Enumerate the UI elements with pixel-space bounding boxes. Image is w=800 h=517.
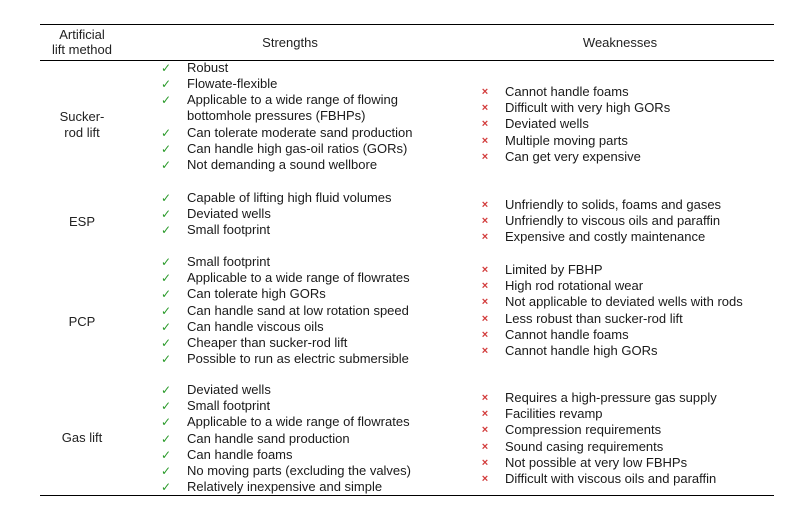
strength-item [159, 382, 459, 398]
strength-text: Can handle viscous oils [187, 318, 324, 334]
strength-item [159, 270, 459, 286]
weakness-item [476, 262, 774, 278]
strength-item [159, 76, 459, 92]
check-mark-icon: ✓ [160, 255, 172, 269]
check-mark-icon: ✓ [160, 352, 172, 367]
weakness-text: Cannot handle foams [505, 326, 629, 342]
check-mark-icon: ✓ [160, 93, 172, 108]
weakness-text: Unfriendly to solids, foams and gases [505, 197, 722, 212]
weakness-text: Deviated wells [505, 116, 589, 132]
method-line1: Gas lift [61, 430, 103, 445]
check-mark-icon: ✓ [160, 207, 172, 222]
weakness-text: Not possible at very low FBHPs [505, 454, 688, 470]
strength-item [159, 141, 459, 157]
strength-item [159, 431, 459, 447]
strength-item [159, 319, 459, 335]
weakness-text: Difficult with viscous oils and paraffin [505, 470, 717, 486]
weakness-item [476, 390, 774, 406]
check-mark-icon: ✓ [160, 415, 172, 430]
strength-text: Can handle sand production [187, 430, 350, 446]
row-method-gas-lift [40, 430, 124, 446]
weakness-text: Sound casing requirements [505, 438, 664, 454]
strength-text: Capable of lifting high fluid volumes [187, 190, 392, 205]
weakness-item [476, 471, 774, 487]
check-mark-icon: ✓ [160, 287, 172, 302]
check-mark-icon: ✓ [160, 141, 172, 156]
check-mark-icon: ✓ [160, 191, 172, 205]
weakness-text: Can get very expensive [505, 148, 641, 164]
strength-item [159, 206, 459, 222]
weakness-item [476, 100, 774, 116]
strength-text: Possible to run as electric submersible [187, 351, 409, 367]
weaknesses-list-sucker-rod-lift [476, 84, 774, 165]
weakness-text: Difficult with very high GORs [505, 100, 671, 116]
strengths-list-gas-lift [159, 382, 459, 495]
header-lift-method-line2: lift method [52, 42, 112, 57]
strength-item [159, 157, 459, 173]
strength-item [159, 335, 459, 351]
weakness-text: Cannot handle high GORs [505, 342, 658, 358]
strength-text: Can handle foams [187, 446, 293, 462]
strength-item [159, 414, 459, 430]
method-line1: ESP [68, 214, 95, 229]
strength-item [159, 92, 459, 124]
weakness-item [476, 197, 774, 213]
cross-mark-icon: × [481, 231, 489, 244]
table-top-rule [40, 24, 774, 25]
strength-item [159, 463, 459, 479]
cross-mark-icon: × [481, 328, 489, 341]
weakness-text: Expensive and costly maintenance [505, 229, 706, 245]
weakness-item [476, 327, 774, 343]
weakness-text: Not applicable to deviated wells with rods [505, 294, 743, 310]
weakness-text: Facilities revamp [505, 406, 603, 422]
cross-mark-icon: × [481, 344, 489, 357]
artificial-lift-comparison-table [40, 24, 774, 496]
cross-mark-icon: × [481, 118, 489, 131]
weaknesses-list-pcp [476, 262, 774, 359]
weaknesses-list-gas-lift [476, 390, 774, 487]
header-strengths: Strengths [262, 35, 318, 50]
header-lift-method [40, 27, 124, 57]
cross-mark-icon: × [481, 280, 489, 293]
cross-mark-icon: × [481, 134, 489, 147]
strength-text: Flowate-flexible [187, 76, 278, 92]
strength-item [159, 286, 459, 302]
weakness-item [476, 439, 774, 455]
weaknesses-list-esp [476, 197, 774, 246]
weakness-item [476, 213, 774, 229]
method-line1: PCP [68, 314, 96, 329]
check-mark-icon: ✓ [160, 125, 172, 140]
cross-mark-icon: × [481, 215, 489, 228]
weakness-text: Requires a high-pressure gas supply [505, 390, 717, 405]
cross-mark-icon: × [481, 296, 489, 309]
strength-text: Not demanding a sound wellbore [187, 157, 378, 173]
cross-mark-icon: × [481, 102, 489, 115]
strength-text: Small footprint [187, 222, 271, 238]
cross-mark-icon: × [481, 199, 489, 211]
cross-mark-icon: × [481, 440, 489, 453]
strength-text: Robust [187, 60, 229, 75]
weakness-item [476, 294, 774, 310]
cross-mark-icon: × [481, 456, 489, 469]
weakness-item [476, 455, 774, 471]
cross-mark-icon: × [481, 86, 489, 98]
weakness-item [476, 311, 774, 327]
header-lift-method-line1: Artificial [59, 27, 105, 42]
weakness-text: Unfriendly to viscous oils and paraffin [505, 213, 721, 229]
cross-mark-icon: × [481, 392, 489, 404]
strength-item [159, 190, 459, 206]
strength-text: Applicable to a wide range of flowing bottomhole pressures (FBHPs) [187, 92, 399, 124]
cross-mark-icon: × [481, 150, 489, 163]
strength-text: Applicable to a wide range of flowrates [187, 270, 410, 286]
strength-text: Can tolerate high GORs [187, 286, 326, 302]
strengths-list-sucker-rod-lift [159, 60, 459, 173]
strength-text: Applicable to a wide range of flowrates [187, 414, 410, 430]
check-mark-icon: ✓ [160, 463, 172, 478]
weakness-text: Compression requirements [505, 422, 662, 438]
strength-item [159, 254, 459, 270]
strength-text: Deviated wells [187, 206, 271, 222]
check-mark-icon: ✓ [160, 61, 172, 75]
strength-item [159, 447, 459, 463]
check-mark-icon: ✓ [160, 447, 172, 462]
weakness-item [476, 84, 774, 100]
check-mark-icon: ✓ [160, 335, 172, 350]
strength-text: Small footprint [187, 398, 271, 414]
strength-text: Can handle high gas-oil ratios (GORs) [187, 140, 408, 156]
check-mark-icon: ✓ [160, 303, 172, 318]
weakness-text: High rod rotational wear [505, 278, 644, 294]
strength-item [159, 60, 459, 76]
cross-mark-icon: × [481, 408, 489, 421]
weakness-item [476, 149, 774, 165]
weakness-item [476, 343, 774, 359]
check-mark-icon: ✓ [160, 399, 172, 414]
strength-text: Can handle sand at low rotation speed [187, 302, 409, 318]
method-line1: Sucker- [59, 109, 105, 124]
row-method-esp [40, 214, 124, 230]
weakness-item [476, 133, 774, 149]
weakness-text: Cannot handle foams [505, 84, 629, 99]
weakness-item [476, 116, 774, 132]
strength-text: Small footprint [187, 254, 271, 269]
check-mark-icon: ✓ [160, 480, 172, 495]
cross-mark-icon: × [481, 312, 489, 325]
check-mark-icon: ✓ [160, 158, 172, 173]
check-mark-icon: ✓ [160, 319, 172, 334]
row-method-sucker-rod-lift [40, 109, 124, 141]
strength-text: No moving parts (excluding the valves) [187, 462, 411, 478]
check-mark-icon: ✓ [160, 431, 172, 446]
check-mark-icon: ✓ [160, 77, 172, 92]
method-line2: rod lift [64, 125, 100, 140]
strengths-list-pcp [159, 254, 459, 367]
check-mark-icon: ✓ [160, 271, 172, 286]
table-bottom-rule [40, 495, 774, 496]
cross-mark-icon: × [481, 264, 489, 276]
strength-item [159, 398, 459, 414]
cross-mark-icon: × [481, 472, 489, 485]
cross-mark-icon: × [481, 424, 489, 437]
strength-text: Can tolerate moderate sand production [187, 124, 413, 140]
weakness-item [476, 422, 774, 438]
strength-text: Relatively inexpensive and simple [187, 479, 383, 495]
weakness-text: Less robust than sucker-rod lift [505, 310, 683, 326]
strength-item [159, 479, 459, 495]
strength-item [159, 125, 459, 141]
check-mark-icon: ✓ [160, 223, 172, 238]
check-mark-icon: ✓ [160, 383, 172, 397]
weakness-item [476, 278, 774, 294]
strength-item [159, 303, 459, 319]
header-weaknesses: Weaknesses [582, 35, 658, 50]
strength-item [159, 351, 459, 367]
weakness-text: Limited by FBHP [505, 262, 603, 277]
row-method-pcp [40, 314, 124, 330]
strengths-list-esp [159, 190, 459, 239]
strength-text: Cheaper than sucker-rod lift [187, 334, 348, 350]
strength-text: Deviated wells [187, 382, 271, 397]
weakness-text: Multiple moving parts [505, 132, 628, 148]
strength-item [159, 222, 459, 238]
weakness-item [476, 229, 774, 245]
weakness-item [476, 406, 774, 422]
